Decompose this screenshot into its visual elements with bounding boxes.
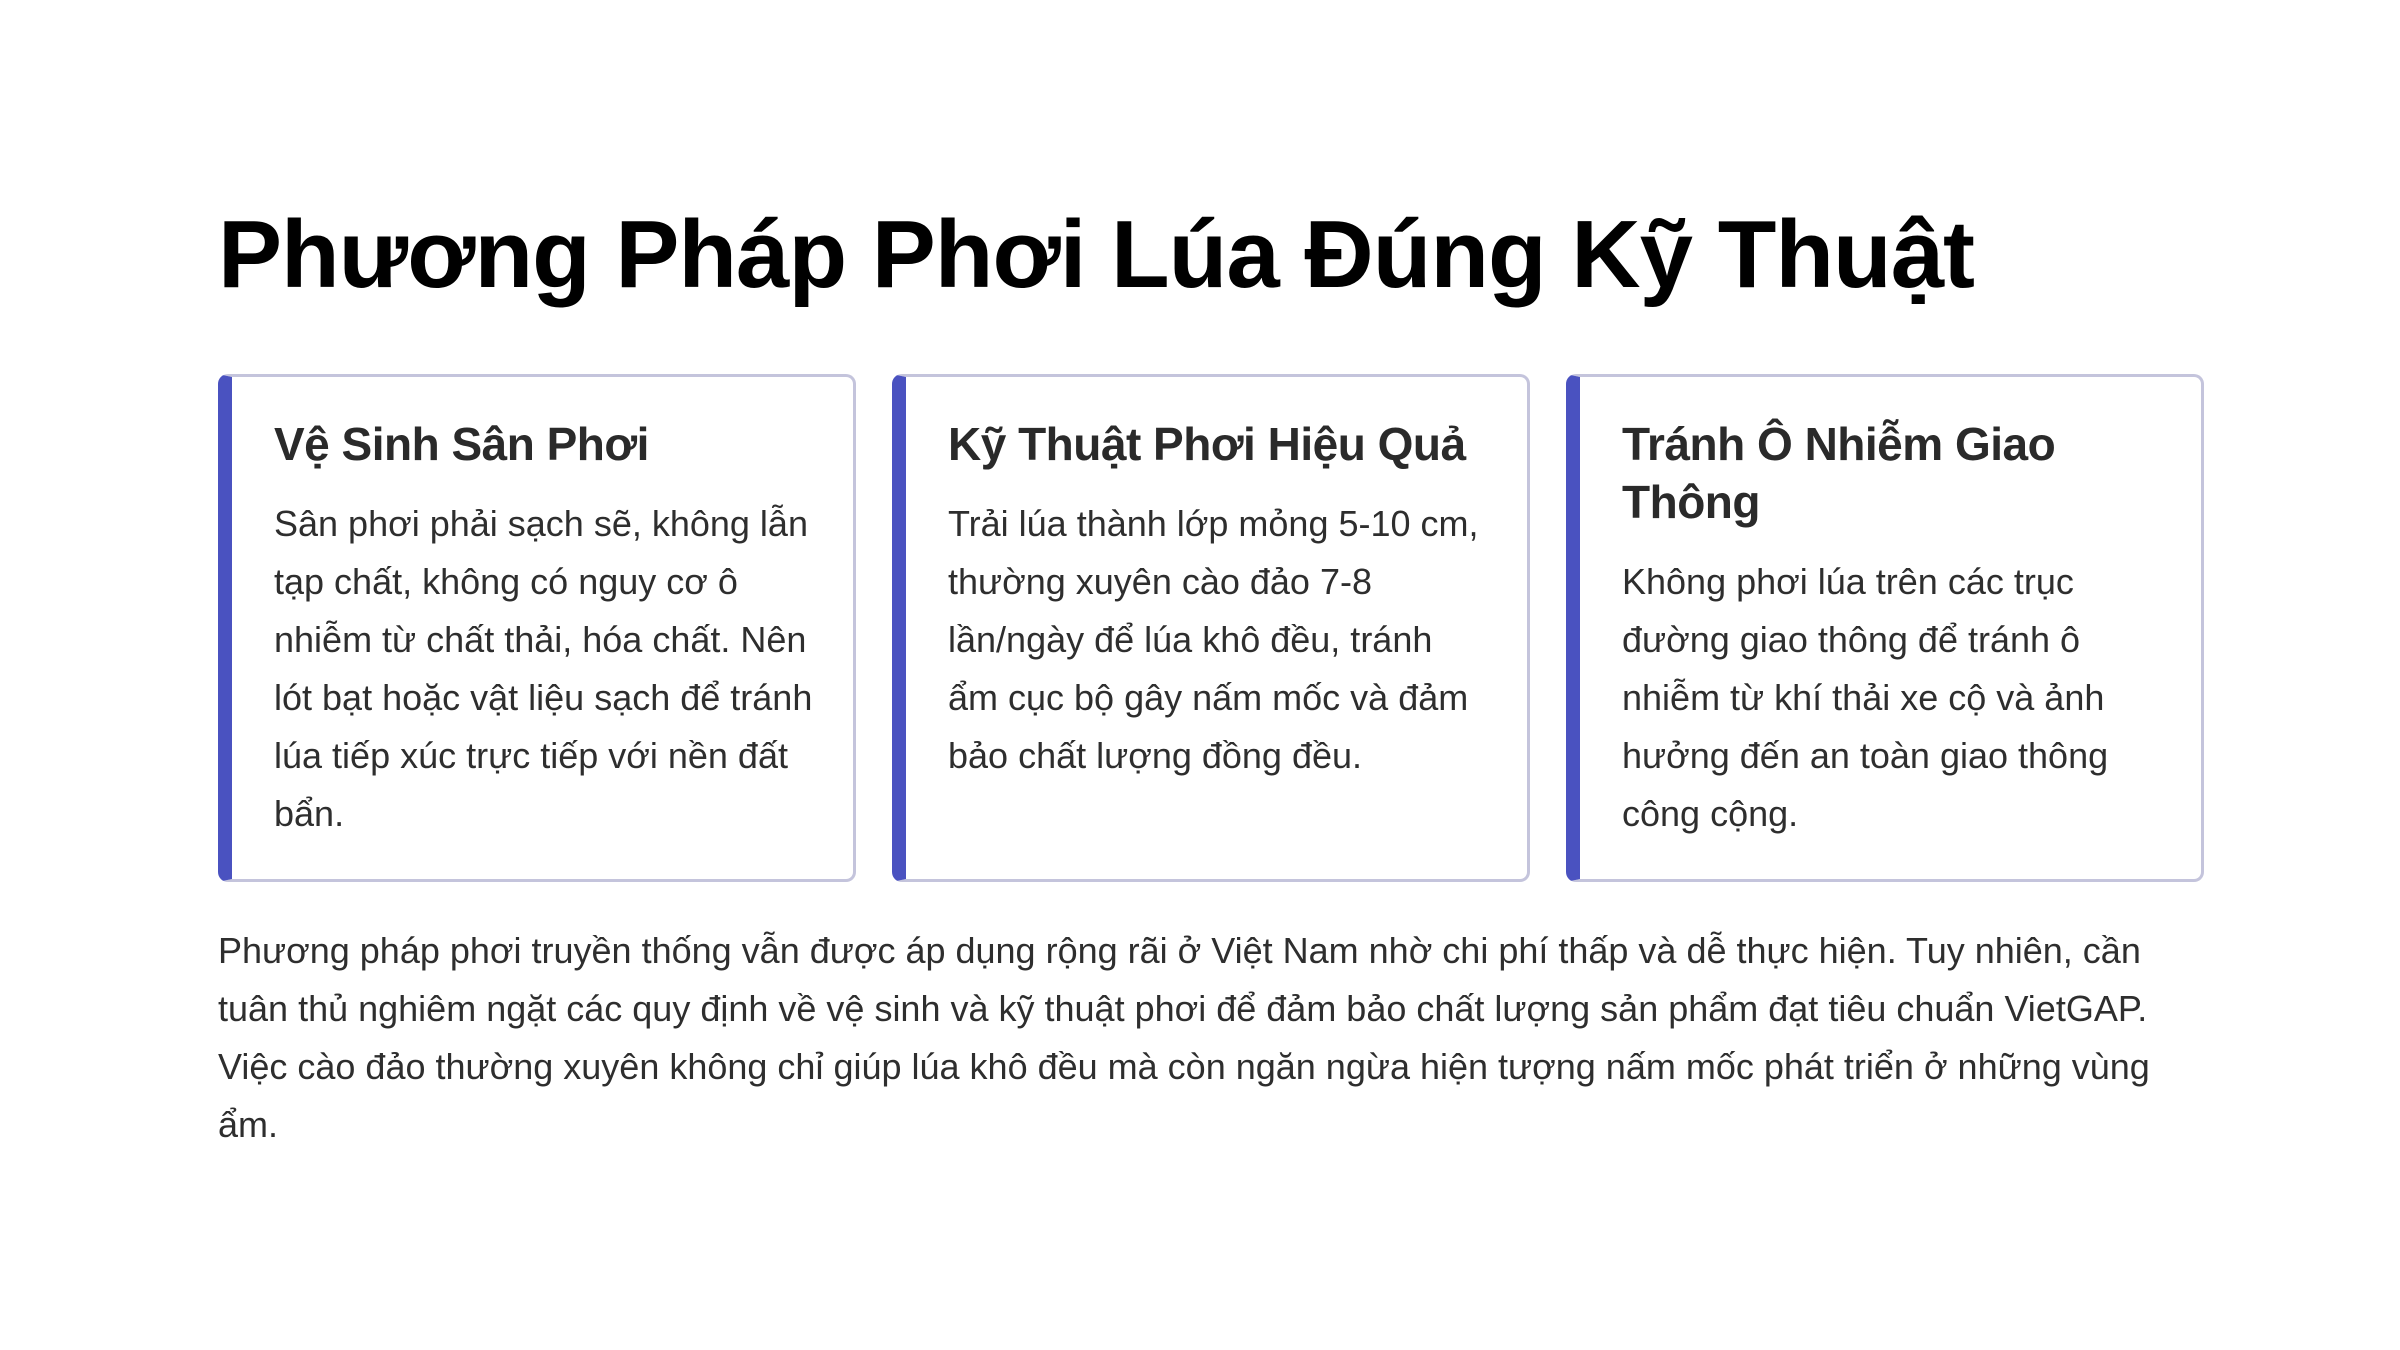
card-text: Sân phơi phải sạch sẽ, không lẫn tạp chất, không có nguy cơ ô nhiễm từ chất thải, hóa chất. Nên lót bạt hoặc vật liệu sạch để tránh lúa tiếp xúc trực tiếp với nền đất bẩn. [274,503,813,834]
summary-paragraph: Phương pháp phơi truyền thống vẫn được áp dụng rộng rãi ở Việt Nam nhờ chi phí thấp và dễ thực hiện. Tuy nhiên, cần tuân thủ nghiêm ngặt các quy định về vệ sinh và kỹ thuật phơi để đảm bảo chất lượng sản phẩm đạt tiêu chuẩn VietGAP. Việc cào đảo thường xuyên không chỉ giúp lúa khô đều mà còn ngăn ngừa hiện tượng nấm mốc phát triển ở những vùng ẩm. [218,930,2150,1145]
card-text: Trải lúa thành lớp mỏng 5-10 cm, thường xuyên cào đảo 7-8 lần/ngày để lúa khô đều, tránh ẩm cục bộ gây nấm mốc và đảm bảo chất lượng đồng đều. [948,503,1479,776]
page-title: Phương Pháp Phơi Lúa Đúng Kỹ Thuật [218,201,1974,308]
card-title: Vệ Sinh Sân Phơi [274,418,649,470]
card-drying-yard-hygiene [218,374,856,882]
slide [218,190,2204,1154]
card-title: Kỹ Thuật Phơi Hiệu Quả [948,418,1466,470]
card-avoid-traffic-pollution [1566,374,2204,882]
card-effective-drying-technique [892,374,1530,882]
card-row [218,374,2204,882]
card-title: Tránh Ô Nhiễm Giao Thông [1622,418,2056,528]
card-text: Không phơi lúa trên các trục đường giao thông để tránh ô nhiễm từ khí thải xe cộ và ảnh hưởng đến an toàn giao thông công cộng. [1622,561,2109,834]
